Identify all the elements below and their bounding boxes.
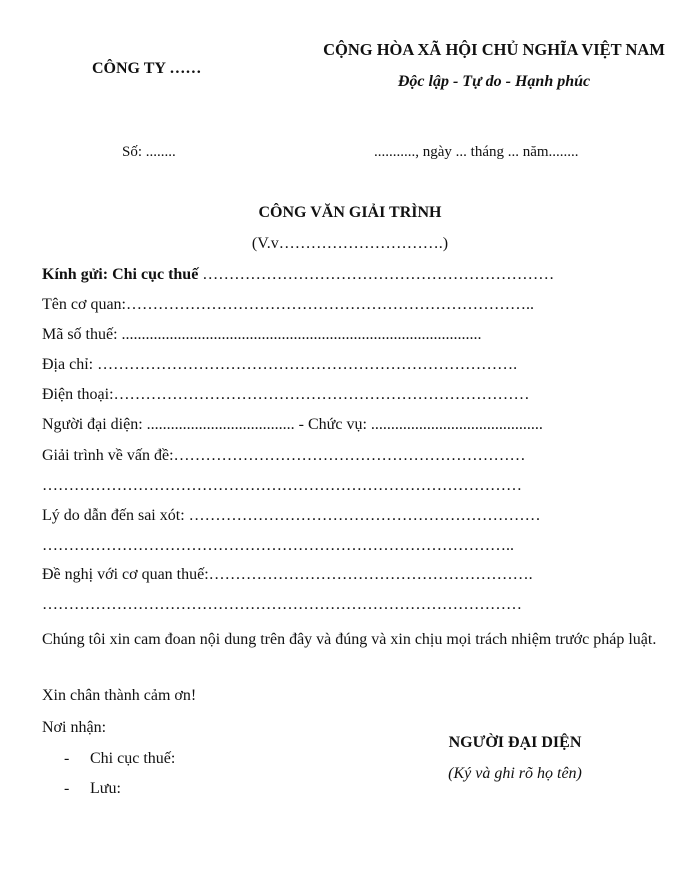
issue-continuation-line: ……………………………………………………………………………… <box>42 477 522 494</box>
recipient-item-dash: - <box>64 750 70 767</box>
reason-continuation-line: …………………………………………………………………………….. <box>42 537 514 554</box>
representative-line: Người đại diện: ..................................... - Chức vụ: ........................................... <box>42 416 543 433</box>
issue-line: Giải trình về vấn đề:………………………………………………………… <box>42 447 526 464</box>
recipient-label: Kính gửi: Chi cục thuế <box>42 266 199 283</box>
address-line: Địa chỉ: ……………………………………………………………………. <box>42 356 518 373</box>
document-number: Số: ........ <box>122 144 176 160</box>
national-motto: Độc lập - Tự do - Hạnh phúc <box>397 73 591 90</box>
national-title: CỘNG HÒA XÃ HỘI CHỦ NGHĨA VIỆT NAM <box>323 40 665 59</box>
reason-line: Lý do dẫn đến sai xót: ………………………………………………………… <box>42 507 541 524</box>
recipients-label: Nơi nhận: <box>42 719 107 736</box>
document-subject: (V.v………………………….) <box>251 235 449 252</box>
phone-line: Điện thoại:…………………………………………………………………… <box>42 386 530 403</box>
signer-title: NGƯỜI ĐẠI DIỆN <box>448 734 582 751</box>
recipient-item-archive: Lưu: <box>90 780 121 797</box>
agency-name-line: Tên cơ quan:………………………………………………………………….. <box>42 296 534 313</box>
recipient-item-dash: - <box>64 780 70 797</box>
recipient-dots: ………………………………………………………… <box>198 266 555 283</box>
document-date: ..........., ngày ... tháng ... năm........ <box>374 144 579 160</box>
recipient-item-tax-office: Chi cục thuế: <box>90 750 176 767</box>
company-name: CÔNG TY …… <box>92 60 202 77</box>
thanks-line: Xin chân thành cảm ơn! <box>42 687 197 704</box>
tax-code-line: Mã số thuế: .......................................................................................... <box>42 326 482 343</box>
signature-note: (Ký và ghi rõ họ tên) <box>448 765 582 782</box>
document-title: CÔNG VĂN GIẢI TRÌNH <box>258 204 442 221</box>
recipient-line <box>42 266 554 284</box>
proposal-continuation-line: ……………………………………………………………………………… <box>42 596 522 613</box>
commitment-paragraph: Chúng tôi xin cam đoan nội dung trên đây và đúng và xin chịu mọi trách nhiệm trước pháp luật. <box>42 631 657 648</box>
proposal-line: Đề nghị với cơ quan thuế:……………………………………………………. <box>42 566 533 583</box>
